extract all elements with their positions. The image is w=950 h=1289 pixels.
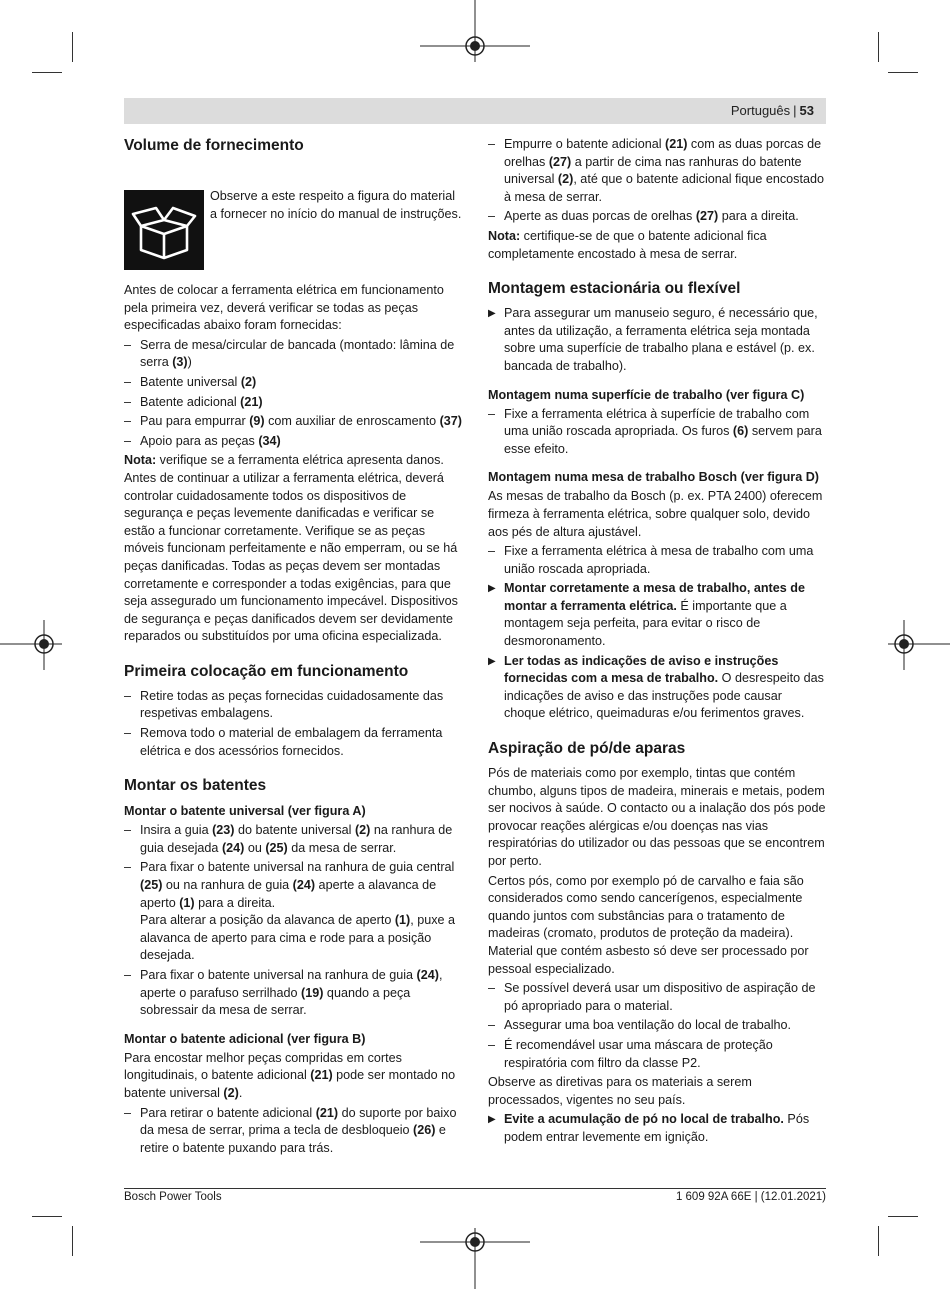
dust-warnings: [488, 1111, 826, 1146]
warning-item: ▶ Montar corretamente a mesa de trabalho, antes de montar a ferramenta elétrica. É importante que a montagem seja perfeita, para evitar o risco de desmoronamento.: [488, 580, 826, 650]
list-item: – Fixe a ferramenta elétrica à mesa de trabalho com uma união roscada apropriada.: [488, 543, 826, 578]
list-item: – Batente universal (2): [124, 374, 463, 392]
list-item: – Para fixar o batente universal na ranhura de guia (24), aperte o parafuso serrilhado (19) quando a peça sobressair da mesa de serrar.: [124, 967, 463, 1020]
mount-additional-title: Montar o batente adicional (ver figura B): [124, 1031, 366, 1046]
left-column: [124, 136, 463, 1159]
supply-intro: Antes de colocar a ferramenta elétrica em funcionamento pela primeira vez, deverá verificar se todas as peças especificadas abaixo foram fornecidas:: [124, 283, 444, 333]
additional-fence-list: [488, 136, 826, 226]
mount-additional-intro: Para encostar melhor peças compridas em cortes longitudinais, o batente adicional (21) pode ser montado no batente universal (2).: [124, 1050, 456, 1100]
crop-mark: [72, 32, 73, 62]
list-item: – Se possível deverá usar um dispositivo de aspiração de pó apropriado para o material.: [488, 980, 826, 1015]
registration-mark-icon: [0, 620, 62, 670]
footer-doc-id: 1 609 92A 66E | (12.01.2021): [675, 1191, 826, 1203]
dust-list: [488, 980, 826, 1072]
first-use-list: [124, 688, 463, 760]
mount-title: Montar os batentes: [124, 777, 267, 795]
mount-additional-list: [124, 1105, 463, 1158]
registration-mark-icon: [420, 0, 530, 62]
dust-paragraph: Certos pós, como por exemplo pó de carvalho e faia são considerados como sendo cancerígenos, especialmente quando juntos com substâncias para o tratamento de madeiras (cromato, produtos de proteção da madeira). Material que contém asbesto só deve ser processado por pessoal especializado.: [488, 873, 809, 976]
dust-paragraph: Observe as diretivas para os materiais a serem processados, vigentes no seu país.: [488, 1075, 752, 1107]
stationary-warnings: [488, 305, 826, 375]
list-item: – Remova todo o material de embalagem da ferramenta elétrica e dos acessórios fornecidos.: [124, 725, 463, 760]
warning-item: ▶ Ler todas as indicações de aviso e instruções fornecidas com a mesa de trabalho. O desrespeito das indicações de aviso e das instruções pode causar choque elétrico, queimaduras e/ou ferimentos graves.: [488, 653, 826, 723]
list-item: – É recomendável usar uma máscara de proteção respiratória com filtro da classe P2.: [488, 1037, 826, 1072]
page-header: Português | 53: [124, 98, 826, 124]
list-item: – Retire todas as peças fornecidas cuidadosamente das respetivas embalagens.: [124, 688, 463, 723]
registration-mark-icon: [420, 1228, 530, 1289]
supply-figure-note: Observe a este respeito a figura do material a fornecer no início do manual de instruções.: [210, 189, 462, 221]
crop-mark: [888, 1216, 918, 1217]
list-item: – Insira a guia (23) do batente universal (2) na ranhura de guia desejada (24) ou (25) da mesa de serrar.: [124, 822, 463, 857]
list-item: – Fixe a ferramenta elétrica à superfície de trabalho com uma união roscada apropriada. Os furos (6) servem para esse efeito.: [488, 406, 826, 459]
dust-paragraph: Pós de materiais como por exemplo, tintas que contém chumbo, alguns tipos de madeira, minerais e metais, podem ser nocivos à saúde. O contacto ou a inalação dos pós pode provocar reações alérgicas e/ou doenças nas vias respiratórias do utilizador ou das pessoas que se encontrem por perto.: [488, 766, 826, 868]
bosch-table-warnings: [488, 580, 826, 723]
list-item: – Empurre o batente adicional (21) com as duas porcas de orelhas (27) a partir de cima nas ranhuras do batente universal (2), até que o batente adicional fique encostado à mesa de serrar.: [488, 136, 826, 206]
supply-title: Volume de fornecimento: [124, 137, 304, 154]
list-item: – Serra de mesa/circular de bancada (montado: lâmina de serra (3)): [124, 337, 463, 372]
list-item: – Para fixar o batente universal na ranhura de guia central (25) ou na ranhura de guia (24) aperte a alavanca de aperto (1) para a direita. Para alterar a posição da alavanca de aperto (1), puxe a alavanca de aperto para cima e rode para a posição desejada.: [124, 859, 463, 965]
dust-title: Aspiração de pó/de aparas: [488, 740, 686, 758]
list-item: – Aperte as duas porcas de orelhas (27) para a direita.: [488, 208, 826, 226]
mount-universal-title: Montar o batente universal (ver figura A): [124, 804, 366, 819]
warning-item: ▶ Evite a acumulação de pó no local de trabalho. Pós podem entrar levemente em ignição.: [488, 1111, 826, 1146]
crop-mark: [878, 1226, 879, 1256]
footer-brand: Bosch Power Tools: [124, 1191, 222, 1203]
list-item: – Batente adicional (21): [124, 394, 463, 412]
footer-rule: [124, 1188, 826, 1189]
header-language: Português: [730, 103, 791, 118]
surface-list: [488, 406, 826, 459]
bosch-table-intro: As mesas de trabalho da Bosch (p. ex. PTA 2400) oferecem firmeza à ferramenta elétrica, sobre qualquer solo, devido aos pés de altura ajustável.: [488, 489, 823, 539]
right-column: [488, 136, 826, 1149]
list-item: – Assegurar uma boa ventilação do local de trabalho.: [488, 1017, 826, 1035]
fence-note: Nota: certifique-se de que o batente adicional fica completamente encostado à mesa de serrar.: [488, 228, 767, 261]
list-item: – Pau para empurrar (9) com auxiliar de enroscamento (37): [124, 413, 463, 431]
crop-mark: [72, 1226, 73, 1256]
warning-item: ▶ Para assegurar um manuseio seguro, é necessário que, antes da utilização, a ferramenta elétrica seja montada sobre uma superfície de trabalho plana e estável (p. ex. bancada de trabalho).: [488, 305, 826, 375]
supply-list: [124, 337, 463, 451]
crop-mark: [888, 72, 918, 73]
surface-title: Montagem numa superfície de trabalho (ver figura C): [488, 387, 805, 402]
mount-universal-list: [124, 822, 463, 1020]
bosch-table-list: [488, 543, 826, 578]
registration-mark-icon: [888, 620, 950, 670]
crop-mark: [32, 72, 62, 73]
bosch-table-title: Montagem numa mesa de trabalho Bosch (ver figura D): [488, 470, 819, 485]
package-box-icon: [124, 190, 204, 270]
list-item: – Para retirar o batente adicional (21) do suporte por baixo da mesa de serrar, prima a tecla de desbloqueio (26) e retire o batente puxando para trás.: [124, 1105, 463, 1158]
page-number: 53: [799, 103, 814, 118]
stationary-title: Montagem estacionária ou flexível: [488, 280, 741, 298]
list-item: – Apoio para as peças (34): [124, 433, 463, 451]
supply-note: Nota: verifique se a ferramenta elétrica apresenta danos. Antes de continuar a utilizar a ferramenta elétrica, deverá controlar cuidadosamente todos os dispositivos de segurança e peças levemente danificadas e verificar se estão a funcionar corretamente. Verifique se as peças móveis funcionam perfeitamente e não emperram, ou se há peças danificadas. Todas as peças devem ser montadas corretamente e corresponder a todas exigências, para que seja assegurado um funcionamento impecável. Dispositivos de segurança e peças danificados devem ser devidamente reparados ou substituídos por uma oficina especializada.: [124, 453, 458, 644]
crop-mark: [878, 32, 879, 62]
crop-mark: [32, 1216, 62, 1217]
first-use-title: Primeira colocação em funcionamento: [124, 662, 409, 680]
